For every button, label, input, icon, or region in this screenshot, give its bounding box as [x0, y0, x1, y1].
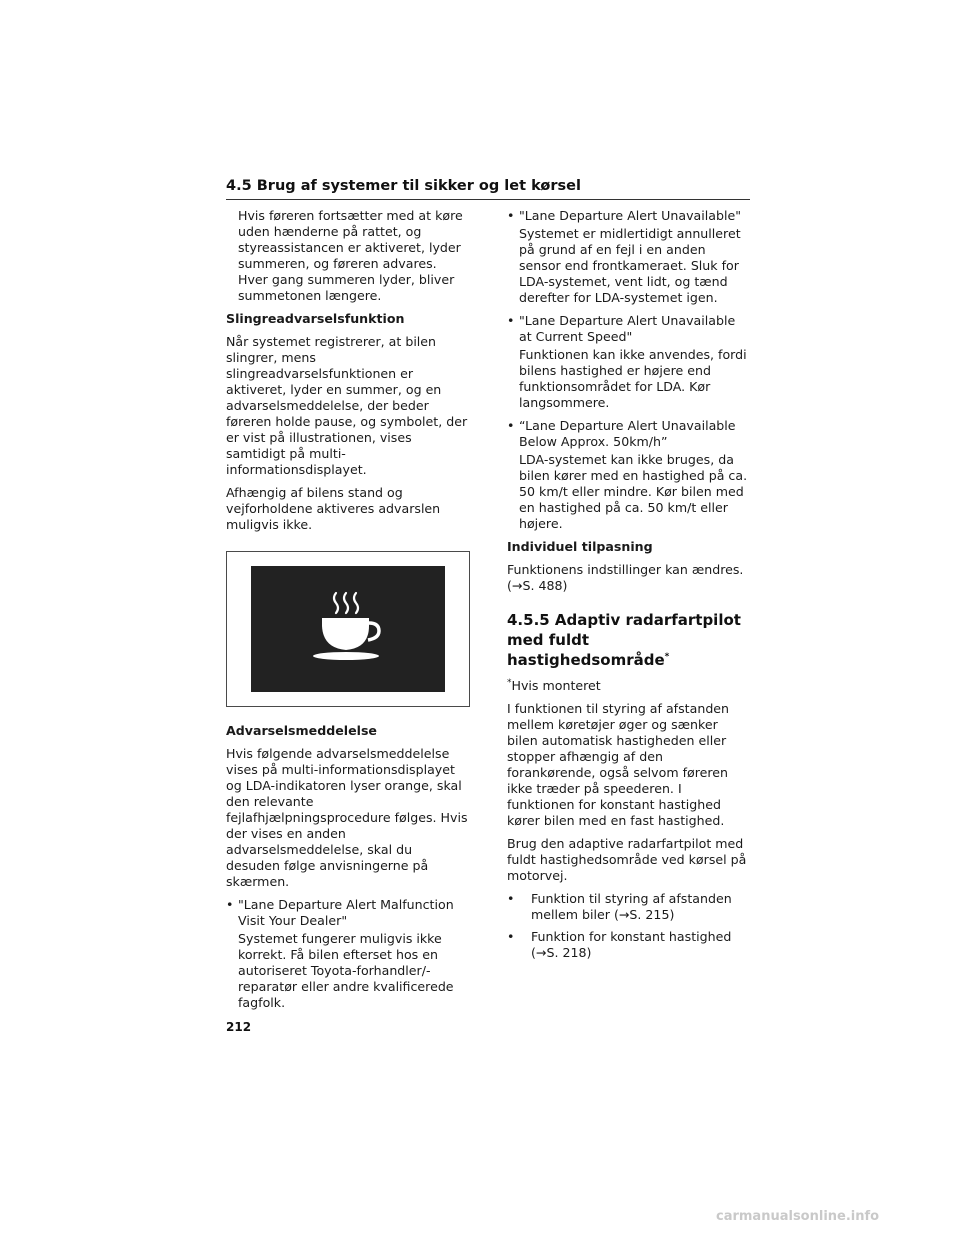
- bullet-body: Systemet er midlertidigt annulleret på grund af en fejl i en anden sensor end frontkameraet. Sluk for LDA-systemet, vent lidt, og tænd derefter for LDA-systemet igen.: [519, 226, 741, 305]
- right-column: [507, 208, 751, 963]
- list-item: [507, 313, 751, 345]
- bullet-body: Funktionen kan ikke anvendes, fordi bilens hastighed er højere end funktionsområdet for LDA. Kør langsommere.: [519, 347, 747, 410]
- display-screen: [251, 566, 445, 692]
- header-rule: [226, 199, 750, 200]
- watermark: carmanualsonline.info: [716, 1209, 880, 1224]
- list-item: [507, 418, 751, 450]
- sway-paragraph-2: Afhængig af bilens stand og vejforholdene aktiveres advarslen muligvis ikke.: [226, 485, 441, 532]
- list-item: [226, 897, 470, 929]
- bullet-marker: •: [507, 313, 515, 328]
- customization-heading: Individuel tilpasning: [507, 539, 653, 554]
- bullet-marker: •: [226, 897, 234, 912]
- list-item: [507, 929, 751, 961]
- bullet-body: Systemet fungerer muligvis ikke korrekt. Få bilen efterset hos en autoriseret Toyota-forhandler/-reparatør eller andre kvalificerede fagfolk.: [238, 931, 454, 1010]
- warning-paragraph: Hvis følgende advarselsmeddelelse vises på multi-informationsdisplayet og LDA-indikatoren lyser orange, skal den relevante fejlafhjælpningsprocedure følges. Hvis der vises en anden advarselsmeddelelse, skal du desuden følge anvisningerne på skærmen.: [226, 746, 468, 889]
- warning-heading: Advarselsmeddelelse: [226, 723, 377, 738]
- footnote-text: Hvis monteret: [511, 678, 601, 693]
- sway-heading: Slingreadvarselsfunktion: [226, 311, 405, 326]
- footnote-asterisk: *: [507, 677, 512, 688]
- customization-paragraph: Funktionens indstillinger kan ændres. (→S. 488): [507, 562, 744, 593]
- bullet-title: "Lane Departure Alert Unavailable": [519, 208, 741, 223]
- section-title-asterisk: *: [664, 652, 670, 662]
- bullet-text: Funktion til styring af afstanden mellem biler (→S. 215): [531, 891, 732, 922]
- page-number: 212: [226, 1020, 252, 1034]
- acc-paragraph-2: Brug den adaptive radarfartpilot med fuldt hastighedsområde ved kørsel på motorvej.: [507, 836, 747, 883]
- bullet-marker: •: [507, 418, 515, 433]
- bullet-title: “Lane Departure Alert Unavailable Below Approx. 50km/h”: [519, 418, 736, 449]
- section-title-text: 4.5.5 Adaptiv radarfartpilot med fuldt hastighedsområde: [507, 611, 741, 669]
- left-column: [226, 208, 470, 1018]
- list-item: [507, 891, 751, 923]
- bullet-text: Funktion for konstant hastighed (→S. 218): [531, 929, 732, 960]
- sway-paragraph-1: Når systemet registrerer, at bilen slingrer, mens slingreadvarselsfunktionen er aktiveret, lyder en summer, og en advarselsmeddelelse, der beder føreren holde pause, og symbolet, der er vist på illustrationen, vises samtidigt på multi-informationsdisplayet.: [226, 334, 468, 477]
- list-item: [507, 208, 751, 224]
- section-title: [507, 610, 751, 670]
- bullet-marker: •: [507, 929, 515, 944]
- bullet-body: LDA-systemet kan ikke bruges, da bilen kører med en hastighed på ca. 50 km/t eller mindre. Kør bilen med en hastighed på ca. 50 km/t eller højere.: [519, 452, 748, 531]
- section-header: 4.5 Brug af systemer til sikker og let kørsel: [226, 178, 581, 194]
- coffee-cup-icon: [251, 566, 445, 692]
- bullet-marker: •: [507, 208, 515, 223]
- bullet-title: "Lane Departure Alert Unavailable at Current Speed": [519, 313, 736, 344]
- footnote: [507, 678, 751, 694]
- bullet-title: "Lane Departure Alert Malfunction Visit Your Dealer": [238, 897, 454, 928]
- coffee-cup-figure: [226, 551, 470, 707]
- intro-paragraph: Hvis føreren fortsætter med at køre uden hænderne på rattet, og styreassistancen er aktiveret, lyder summeren, og føreren advares. Hver gang summeren lyder, bliver summetonen længere.: [238, 208, 463, 303]
- bullet-marker: •: [507, 891, 515, 906]
- acc-paragraph-1: I funktionen til styring af afstanden mellem køretøjer øger og sænker bilen automatisk hastigheden eller stopper afhængig af den forankørende, også selvom føreren ikke træder på speederen. I funktionen for konstant hastighed kører bilen med en fast hastighed.: [507, 701, 730, 828]
